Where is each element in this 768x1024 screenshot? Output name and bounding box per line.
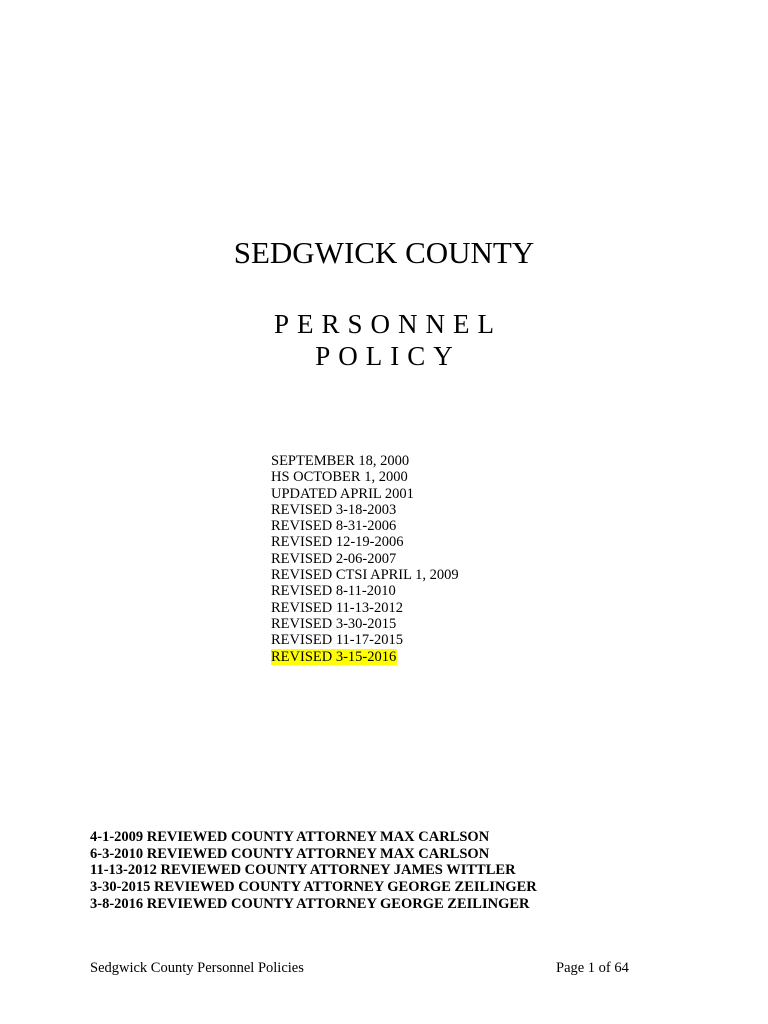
revision-item: REVISED 11-13-2012 — [271, 599, 403, 616]
review-item: 6-3-2010 REVIEWED COUNTY ATTORNEY MAX CARLSON — [90, 845, 490, 862]
revision-item: REVISED 12-19-2006 — [271, 534, 404, 551]
revision-item: UPDATED APRIL 2001 — [271, 485, 414, 502]
review-item: 4-1-2009 REVIEWED COUNTY ATTORNEY MAX CARLSON — [90, 829, 490, 845]
document-title: SEDGWICK COUNTY — [233, 235, 535, 270]
revision-item: REVISED 3-30-2015 — [271, 615, 397, 632]
revision-item: REVISED 11-17-2015 — [271, 632, 403, 649]
revision-item: REVISED CTSI APRIL 1, 2009 — [271, 567, 459, 584]
revision-item-highlighted — [271, 649, 459, 665]
highlighted-revision-text: REVISED 3-15-2016 — [271, 648, 397, 665]
review-item: 11-13-2012 REVIEWED COUNTY ATTORNEY JAMES WITTLER — [90, 862, 516, 879]
review-item: 3-8-2016 REVIEWED COUNTY ATTORNEY GEORGE ZEILINGER — [90, 895, 530, 912]
document-subtitle-line2: POLICY — [315, 341, 461, 371]
revision-history-list — [271, 453, 459, 665]
revision-item: REVISED 2-06-2007 — [271, 550, 397, 567]
revision-item: SEPTEMBER 18, 2000 — [271, 453, 410, 469]
revision-item: REVISED 8-11-2010 — [271, 583, 396, 600]
revision-item: REVISED 3-18-2003 — [271, 501, 397, 518]
attorney-review-list — [90, 829, 537, 913]
review-item: 3-30-2015 REVIEWED COUNTY ATTORNEY GEORGE ZEILINGER — [90, 879, 537, 896]
footer-page-number: Page 1 of 64 — [556, 960, 629, 976]
document-subtitle-line1: PERSONNEL — [273, 309, 502, 339]
revision-item: HS OCTOBER 1, 2000 — [271, 469, 408, 486]
revision-item: REVISED 8-31-2006 — [271, 518, 397, 535]
footer-document-name: Sedgwick County Personnel Policies — [90, 960, 304, 976]
